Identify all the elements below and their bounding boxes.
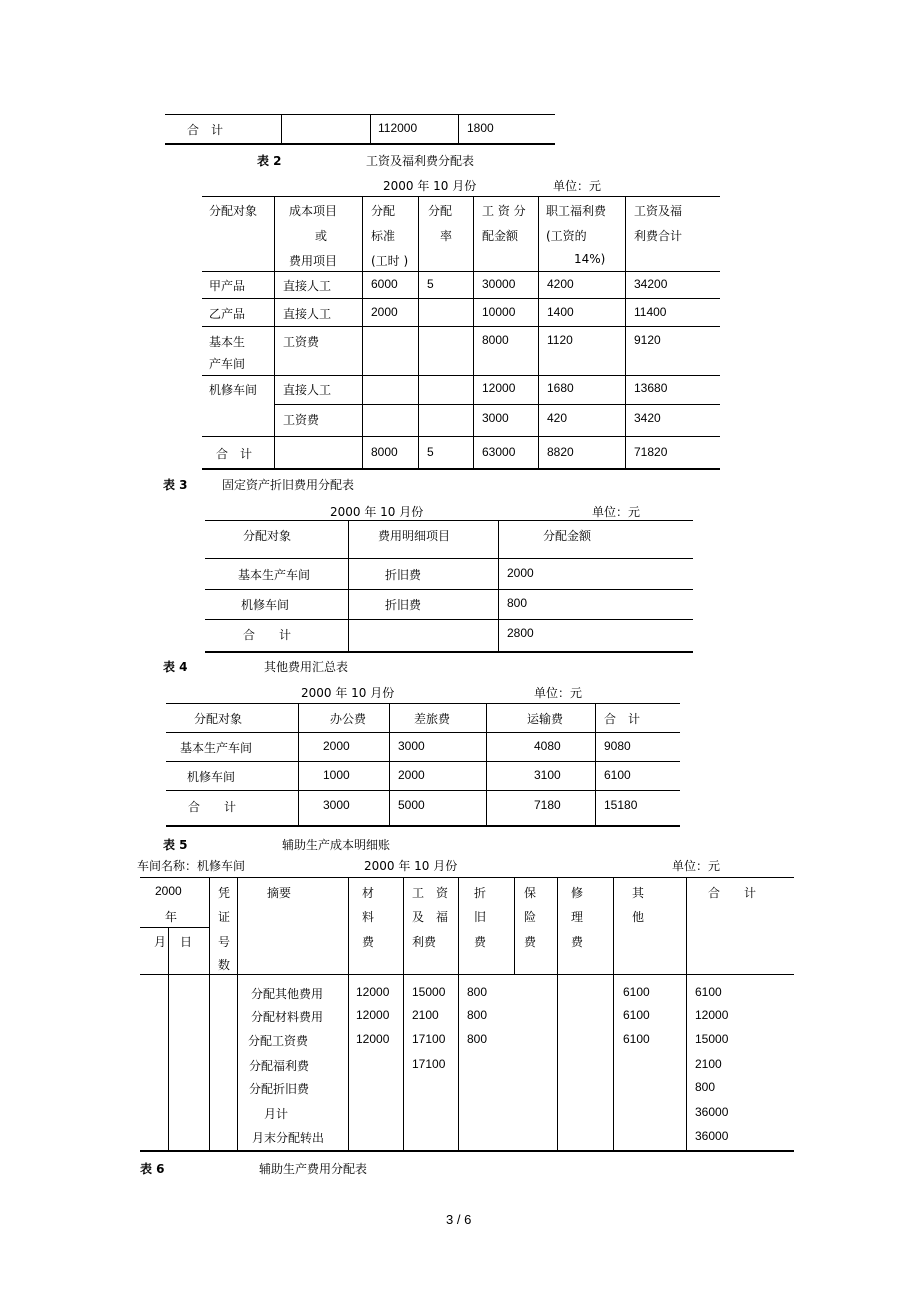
table5-h-material: 料 (362, 910, 375, 924)
table4-total-label: 合 计 (188, 800, 237, 814)
table5-h-year: 2000 (155, 884, 182, 898)
table5-other: 6100 (623, 1032, 650, 1046)
table5-h-wage: 工 资 (412, 886, 449, 900)
table2-header: (工资的 (546, 229, 587, 243)
table5-summary: 分配其他费用 (251, 987, 324, 1001)
table5-h-summary: 摘要 (267, 886, 292, 900)
table5-summary: 分配福利费 (249, 1059, 310, 1073)
table2-header: 或 (315, 229, 328, 243)
table4-cell: 6100 (604, 768, 631, 782)
table5-summary: 月计 (264, 1107, 289, 1121)
table2-header: 费用项目 (289, 254, 338, 268)
table2-header: 标准 (371, 229, 396, 243)
table2-total-label: 合 计 (216, 447, 253, 461)
table2-cell: 13680 (634, 381, 668, 395)
table2-cell: 9120 (634, 333, 661, 347)
table5-depr: 800 (467, 985, 488, 999)
table3-cell: 800 (507, 596, 528, 610)
table2-header: 分配 (428, 204, 453, 218)
table2-cell: 甲产品 (209, 279, 246, 293)
table5-h-other: 他 (632, 910, 645, 924)
table3-cell: 2000 (507, 566, 534, 580)
table4-cell: 2000 (323, 739, 350, 753)
table2-cell: 34200 (634, 277, 668, 291)
top-cell: 112000 (378, 121, 418, 135)
table5-h-insur: 费 (524, 935, 537, 949)
table4-cell: 3000 (398, 739, 425, 753)
table4-cell: 5000 (398, 798, 425, 812)
table5-summary: 分配折旧费 (249, 1082, 310, 1096)
table4-label: 表 4 (163, 660, 188, 674)
table4-cell: 1000 (323, 768, 350, 782)
table5-h-repair: 修 (571, 886, 584, 900)
table5-summary: 分配材料费用 (251, 1010, 324, 1024)
table2-header: 成本项目 (289, 204, 338, 218)
table2-cell: 63000 (482, 445, 516, 459)
table5-wage: 15000 (412, 985, 446, 999)
table5-total: 15000 (695, 1032, 729, 1046)
table2-cell: 4200 (547, 277, 574, 291)
table4-cell: 2000 (398, 768, 425, 782)
table2-cell: 10000 (482, 305, 516, 319)
table2-cell: 1680 (547, 381, 574, 395)
table5-h-wage: 利费 (412, 935, 437, 949)
table2-cell: 3000 (482, 411, 509, 425)
table2-cell: 基本生 (209, 335, 246, 349)
table4-title: 其他费用汇总表 (264, 660, 349, 674)
table2-header: 分配对象 (209, 204, 258, 218)
table2-header: 分配 (371, 204, 396, 218)
table5-other: 6100 (623, 1008, 650, 1022)
table3-cell: 基本生产车间 (238, 568, 311, 582)
table2-cell: 30000 (482, 277, 516, 291)
table5-title: 辅助生产成本明细账 (282, 838, 391, 852)
table5-h-depr: 旧 (474, 910, 487, 924)
table2-header: 利费合计 (634, 229, 683, 243)
table2-cell: 乙产品 (209, 307, 246, 321)
table5-depr: 800 (467, 1032, 488, 1046)
table2-cell: 6000 (371, 277, 398, 291)
table2-cell: 12000 (482, 381, 516, 395)
table2-cell: 工资费 (283, 335, 320, 349)
table5-h-other: 其 (632, 886, 645, 900)
table5-wage: 17100 (412, 1057, 446, 1071)
table2-cell: 直接人工 (283, 307, 332, 321)
table5-h-insur: 保 (524, 886, 537, 900)
table5-total: 36000 (695, 1129, 729, 1143)
table2-header: 职工福利费 (546, 204, 607, 218)
table4-cell: 9080 (604, 739, 631, 753)
page-number: 3 / 6 (446, 1212, 472, 1227)
table5-h-voucher: 号 (218, 935, 231, 949)
table5-h-month: 月 (154, 935, 167, 949)
table2-cell: 2000 (371, 305, 398, 319)
table2-cell: 5 (427, 277, 434, 291)
table5-h-repair: 费 (571, 935, 584, 949)
table5-material: 12000 (356, 1032, 390, 1046)
table5-label: 表 5 (163, 838, 188, 852)
table5-wage: 17100 (412, 1032, 446, 1046)
table2-cell: 8000 (371, 445, 398, 459)
table6-title: 辅助生产费用分配表 (259, 1162, 368, 1176)
table2-cell: 8820 (547, 445, 574, 459)
table2-cell: 直接人工 (283, 279, 332, 293)
table2-label: 表 2 (257, 154, 282, 168)
table5-h-material: 费 (362, 935, 375, 949)
table5-h-voucher: 数 (218, 958, 231, 972)
table2-header: 工资及福 (634, 204, 683, 218)
table4-header: 分配对象 (194, 712, 243, 726)
table5-unit: 单位：元 (672, 859, 721, 873)
table2-cell: 直接人工 (283, 383, 332, 397)
table5-h-year: 年 (165, 910, 178, 924)
table2-cell: 机修车间 (209, 383, 258, 397)
table2-cell: 1120 (547, 333, 573, 347)
table2-unit: 单位：元 (553, 179, 602, 193)
table3-cell: 机修车间 (241, 598, 290, 612)
table4-header: 办公费 (330, 712, 367, 726)
table2-header: (工时 ) (371, 254, 409, 268)
table2-cell: 8000 (482, 333, 509, 347)
table3-period: 2000 年 10 月份 (330, 505, 424, 519)
table4-cell: 基本生产车间 (180, 741, 253, 755)
table5-material: 12000 (356, 1008, 390, 1022)
table5-total: 36000 (695, 1105, 729, 1119)
table2-cell: 5 (427, 445, 434, 459)
table3-cell: 折旧费 (385, 568, 422, 582)
table3-header: 分配对象 (243, 529, 292, 543)
top-total-label: 合 计 (187, 123, 224, 137)
table5-h-wage: 及 福 (412, 910, 449, 924)
table4-header: 差旅费 (414, 712, 451, 726)
table5-h-insur: 险 (524, 910, 537, 924)
table3-cell: 折旧费 (385, 598, 422, 612)
table2-header: 14%) (574, 252, 606, 266)
table3-unit: 单位：元 (592, 505, 641, 519)
table2-header: 工 资 分 (482, 204, 526, 218)
table3-total-label: 合 计 (243, 628, 292, 642)
table2-cell: 产车间 (209, 357, 246, 371)
table2-cell: 1400 (547, 305, 574, 319)
table5-material: 12000 (356, 985, 390, 999)
table3-label: 表 3 (163, 478, 188, 492)
table2-cell: 420 (547, 411, 568, 425)
table4-cell: 3100 (534, 768, 561, 782)
table5-wage: 2100 (412, 1008, 439, 1022)
table5-h-voucher: 凭 (218, 886, 231, 900)
table3-header: 分配金额 (543, 529, 592, 543)
table2-cell: 71820 (634, 445, 668, 459)
table2-cell: 工资费 (283, 413, 320, 427)
table3-cell: 2800 (507, 626, 534, 640)
table5-other: 6100 (623, 985, 650, 999)
table2-cell: 3420 (634, 411, 661, 425)
table2-cell: 11400 (634, 305, 667, 319)
table5-total: 2100 (695, 1057, 722, 1071)
table4-cell: 15180 (604, 798, 638, 812)
table5-h-material: 材 (362, 886, 375, 900)
table5-total: 12000 (695, 1008, 729, 1022)
table5-total: 800 (695, 1080, 716, 1094)
table6-label: 表 6 (140, 1162, 165, 1176)
table2-header: 率 (440, 229, 453, 243)
table4-cell: 4080 (534, 739, 561, 753)
table4-cell: 机修车间 (187, 770, 236, 784)
table2-title: 工资及福利费分配表 (366, 154, 475, 168)
top-cell: 1800 (467, 121, 494, 135)
table3-title: 固定资产折旧费用分配表 (222, 478, 355, 492)
table5-workshop: 车间名称：机修车间 (137, 859, 246, 873)
table5-h-depr: 折 (474, 886, 487, 900)
table5-h-depr: 费 (474, 935, 487, 949)
table3-header: 费用明细项目 (378, 529, 451, 543)
table5-period: 2000 年 10 月份 (364, 859, 458, 873)
table5-summary: 月末分配转出 (252, 1131, 325, 1145)
table2-header: 配金额 (482, 229, 519, 243)
table4-period: 2000 年 10 月份 (301, 686, 395, 700)
table5-h-day: 日 (180, 935, 193, 949)
table5-h-total: 合 计 (708, 886, 757, 900)
table5-summary: 分配工资费 (248, 1034, 309, 1048)
table4-header: 运输费 (527, 712, 564, 726)
table4-cell: 7180 (534, 798, 561, 812)
table2-period: 2000 年 10 月份 (383, 179, 477, 193)
table4-unit: 单位：元 (534, 686, 583, 700)
table4-cell: 3000 (323, 798, 350, 812)
table5-h-repair: 理 (571, 910, 584, 924)
table5-depr: 800 (467, 1008, 488, 1022)
table5-total: 6100 (695, 985, 722, 999)
table5-h-voucher: 证 (218, 910, 231, 924)
table4-header: 合 计 (604, 712, 641, 726)
